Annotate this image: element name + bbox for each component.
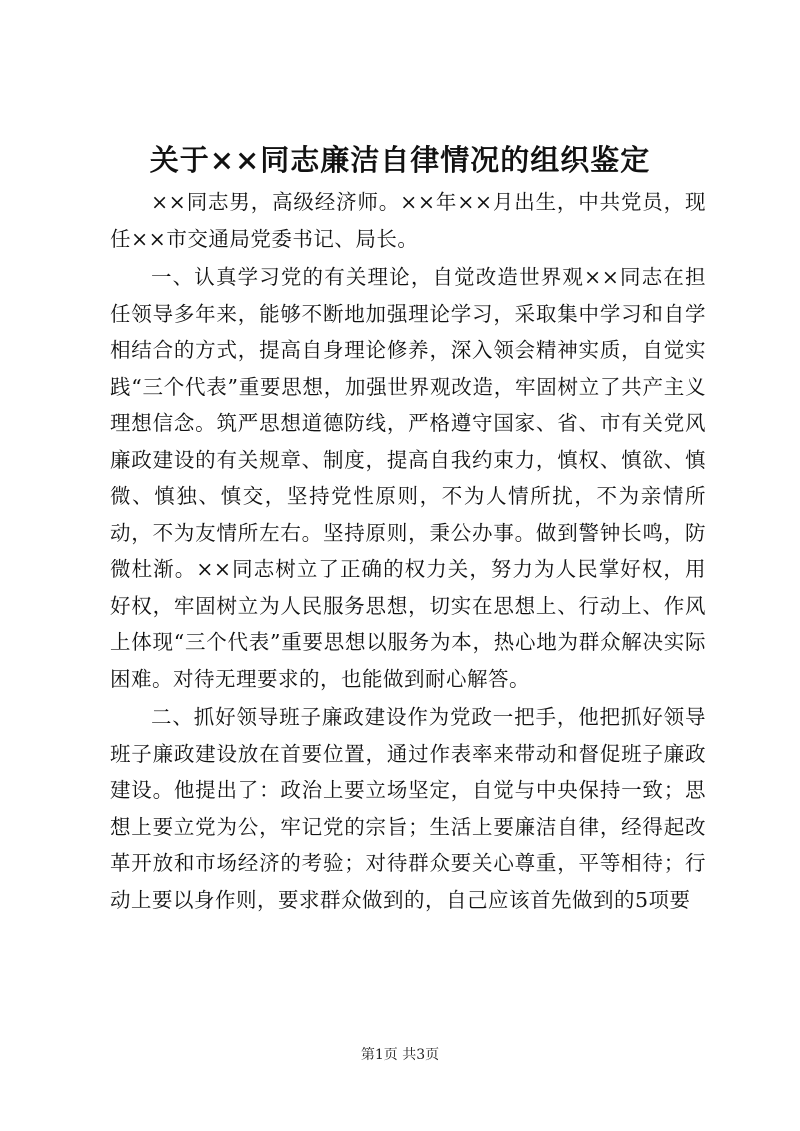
document-title: 关于××同志廉洁自律情况的组织鉴定 — [149, 143, 651, 177]
paragraph-section-one: 一、认真学习党的有关理论，自觉改造世界观××同志在担任领导多年来，能够不断地加强理论学习，采取集中学习和自学相结合的方式，提高自身理论修养，深入领会精神实质，自觉实践“三个代表”重要思想，加强世界观改造，牢固树立了共产主义理想信念。筑严思想道德防线，严格遵守国家、省、市有关党风廉政建设的有关规章、制度，提高自我约束力，慎权、慎欲、慎微、慎独、慎交，坚持党性原则，不为人情所扰，不为亲情所动，不为友情所左右。坚持原则，秉公办事。做到警钟长鸣，防微杜渐。××同志树立了正确的权力关，努力为人民掌好权，用好权，牢固树立为人民服务思想，切实在思想上、行动上、作风上体现“三个代表”重要思想以服务为本，热心地为群众解决实际困难。对待无理要求的，也能做到耐心解答。 — [110, 265, 706, 691]
page-footer: 第1页 共3页 — [360, 1047, 440, 1063]
paragraph-section-two: 二、抓好领导班子廉政建设作为党政一把手，他把抓好领导班子廉政建设放在首要位置，通过作表率来带动和督促班子廉政建设。他提出了：政治上要立场坚定，自觉与中央保持一致；思想上要立党为公，牢记党的宗旨；生活上要廉洁自律，经得起改革开放和市场经济的考验；对待群众要关心尊重，平等相待；行动上要以身作则，要求群众做到的，自己应该首先做到的5项要 — [110, 705, 706, 912]
document-body — [110, 184, 706, 918]
paragraph-intro: ××同志男，高级经济师。××年××月出生，中共党员，现任××市交通局党委书记、局长。 — [110, 190, 706, 251]
